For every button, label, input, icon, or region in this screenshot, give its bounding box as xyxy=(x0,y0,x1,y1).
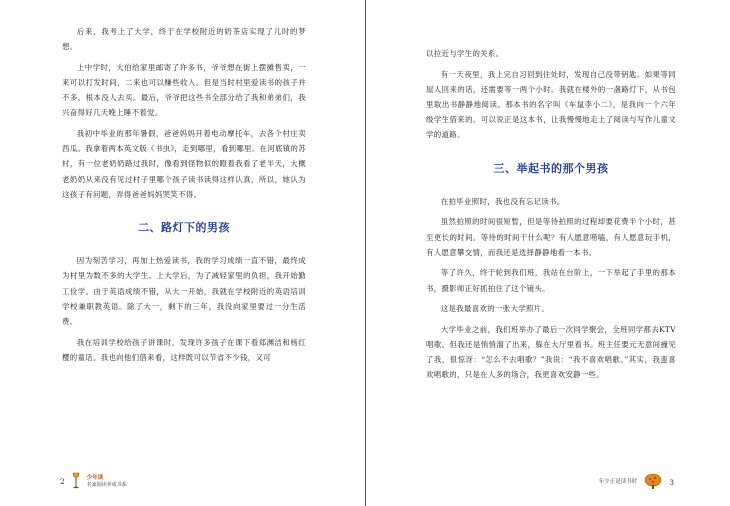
tree-icon xyxy=(643,473,663,492)
book-title: 年少正是读书时 xyxy=(598,479,638,485)
section-heading: 二、路灯下的男孩 xyxy=(138,221,230,235)
page-number: 3 xyxy=(669,478,674,487)
series-label xyxy=(87,475,127,488)
paragraph: 我在培训学校给孩子讲课时，发现许多孩子在课下看郑渊洁和杨红樱的童话。我也向他们借来看，这样既可以节省不少钱，又可 xyxy=(62,337,306,362)
section-heading: 三、举起书的那个男孩 xyxy=(493,161,609,175)
right-page xyxy=(366,0,730,506)
paragraph: 大学毕业之前，我们班举办了最后一次同学聚会，全班同学都去KTV唱歌。但我还是悄悄溜了出来，躲在大厅里看书。班主任要元无意间撞见了我，很惊讶：“怎么不去唱歌？”我说：“我不喜欢唱歌。”其实，我蛮喜欢唱歌的，只是在人多的场合，我更喜欢安静一些。 xyxy=(426,324,676,380)
brand-name: 少年读 xyxy=(86,475,104,481)
paragraph: 以拉近与学生的关系。 xyxy=(426,49,504,58)
paragraph: 后来，我考上了大学，终于在学校附近的奶茶店实现了儿时的梦想。 xyxy=(62,27,306,52)
paragraph: 上中学时，大伯给家里邮寄了许多书，爷爷想在街上摆摊售卖，一来可以打发时间，二来也可以赚些收入。但是当时村里爱读书的孩子并不多，根本没人去买。最后，爷爷把这些书全部分给了我和弟弟们，我兴奋得好几天晚上睡不着觉。 xyxy=(62,62,306,118)
right-footer xyxy=(599,473,674,492)
paragraph: 因为刻苦学习，再加上热爱读书，我的学习成绩一直不错，最终成为村里为数不多的大学生。上大学后，为了减轻家里的负担，我开始勤工俭学。由于英语成绩不错，从大一开始，我就在学校附近的英语培训学校兼职教英语。除了大一，剩下的三年，我没向家里要过一分生活费。 xyxy=(62,256,306,327)
left-footer xyxy=(60,471,127,492)
paragraph: 在拍毕业照时，我也没有忘记读书。 xyxy=(440,196,565,206)
paragraph: 我初中毕业的那年暑假，爸爸妈妈开着电动摩托车，去各个村庄卖西瓜。我拿着两本英文版《书虫》，走到哪里，看到哪里。在河底镇的苏村，有一位老奶奶路过我时，像看到怪物似的瞪着我看了老半天，大概老奶奶从来没有见过村子里哪个孩子读书读得这样认真，所以，她认为这孩子有问题，弄得爸爸妈妈哭笑不得。 xyxy=(62,129,307,199)
paragraph: 虽然拍照的时间很短暂，但是等待拍照的过程却要花费半个小时，甚至更长的时间。等待的时间干什么呢？有人愿意唠嗑，有人愿意玩手机，有人愿意攀交情，而我还是选择静静地看一本书。 xyxy=(426,217,676,257)
page-number: 2 xyxy=(60,477,65,486)
series-name: 名家阅读养成书系 xyxy=(86,481,127,488)
right-page-text xyxy=(426,46,676,388)
paragraph: 这是我最喜欢的一张大学照片。 xyxy=(440,304,550,314)
paragraph: 等了许久，终于轮到我们班，我站在台阶上，一下举起了手里的那本书，摄影师正好抓拍住了这个镜头。 xyxy=(426,268,676,293)
left-page-text xyxy=(62,24,306,370)
lamp-icon xyxy=(71,471,81,492)
paragraph: 有一天夜里，我上完自习回到住处时，发现自己没带钥匙。如果等同屋人回来的话，还需要等一两个小时。我就在楼外的一盏路灯下，从书包里取出书静静地阅读。那本书的名字叫《车鼠李小二》，是我向一个六年级学生借来的。可以说正是这本书，让我慢慢地走上了阅读与写作儿童文学的道路。 xyxy=(426,69,676,140)
